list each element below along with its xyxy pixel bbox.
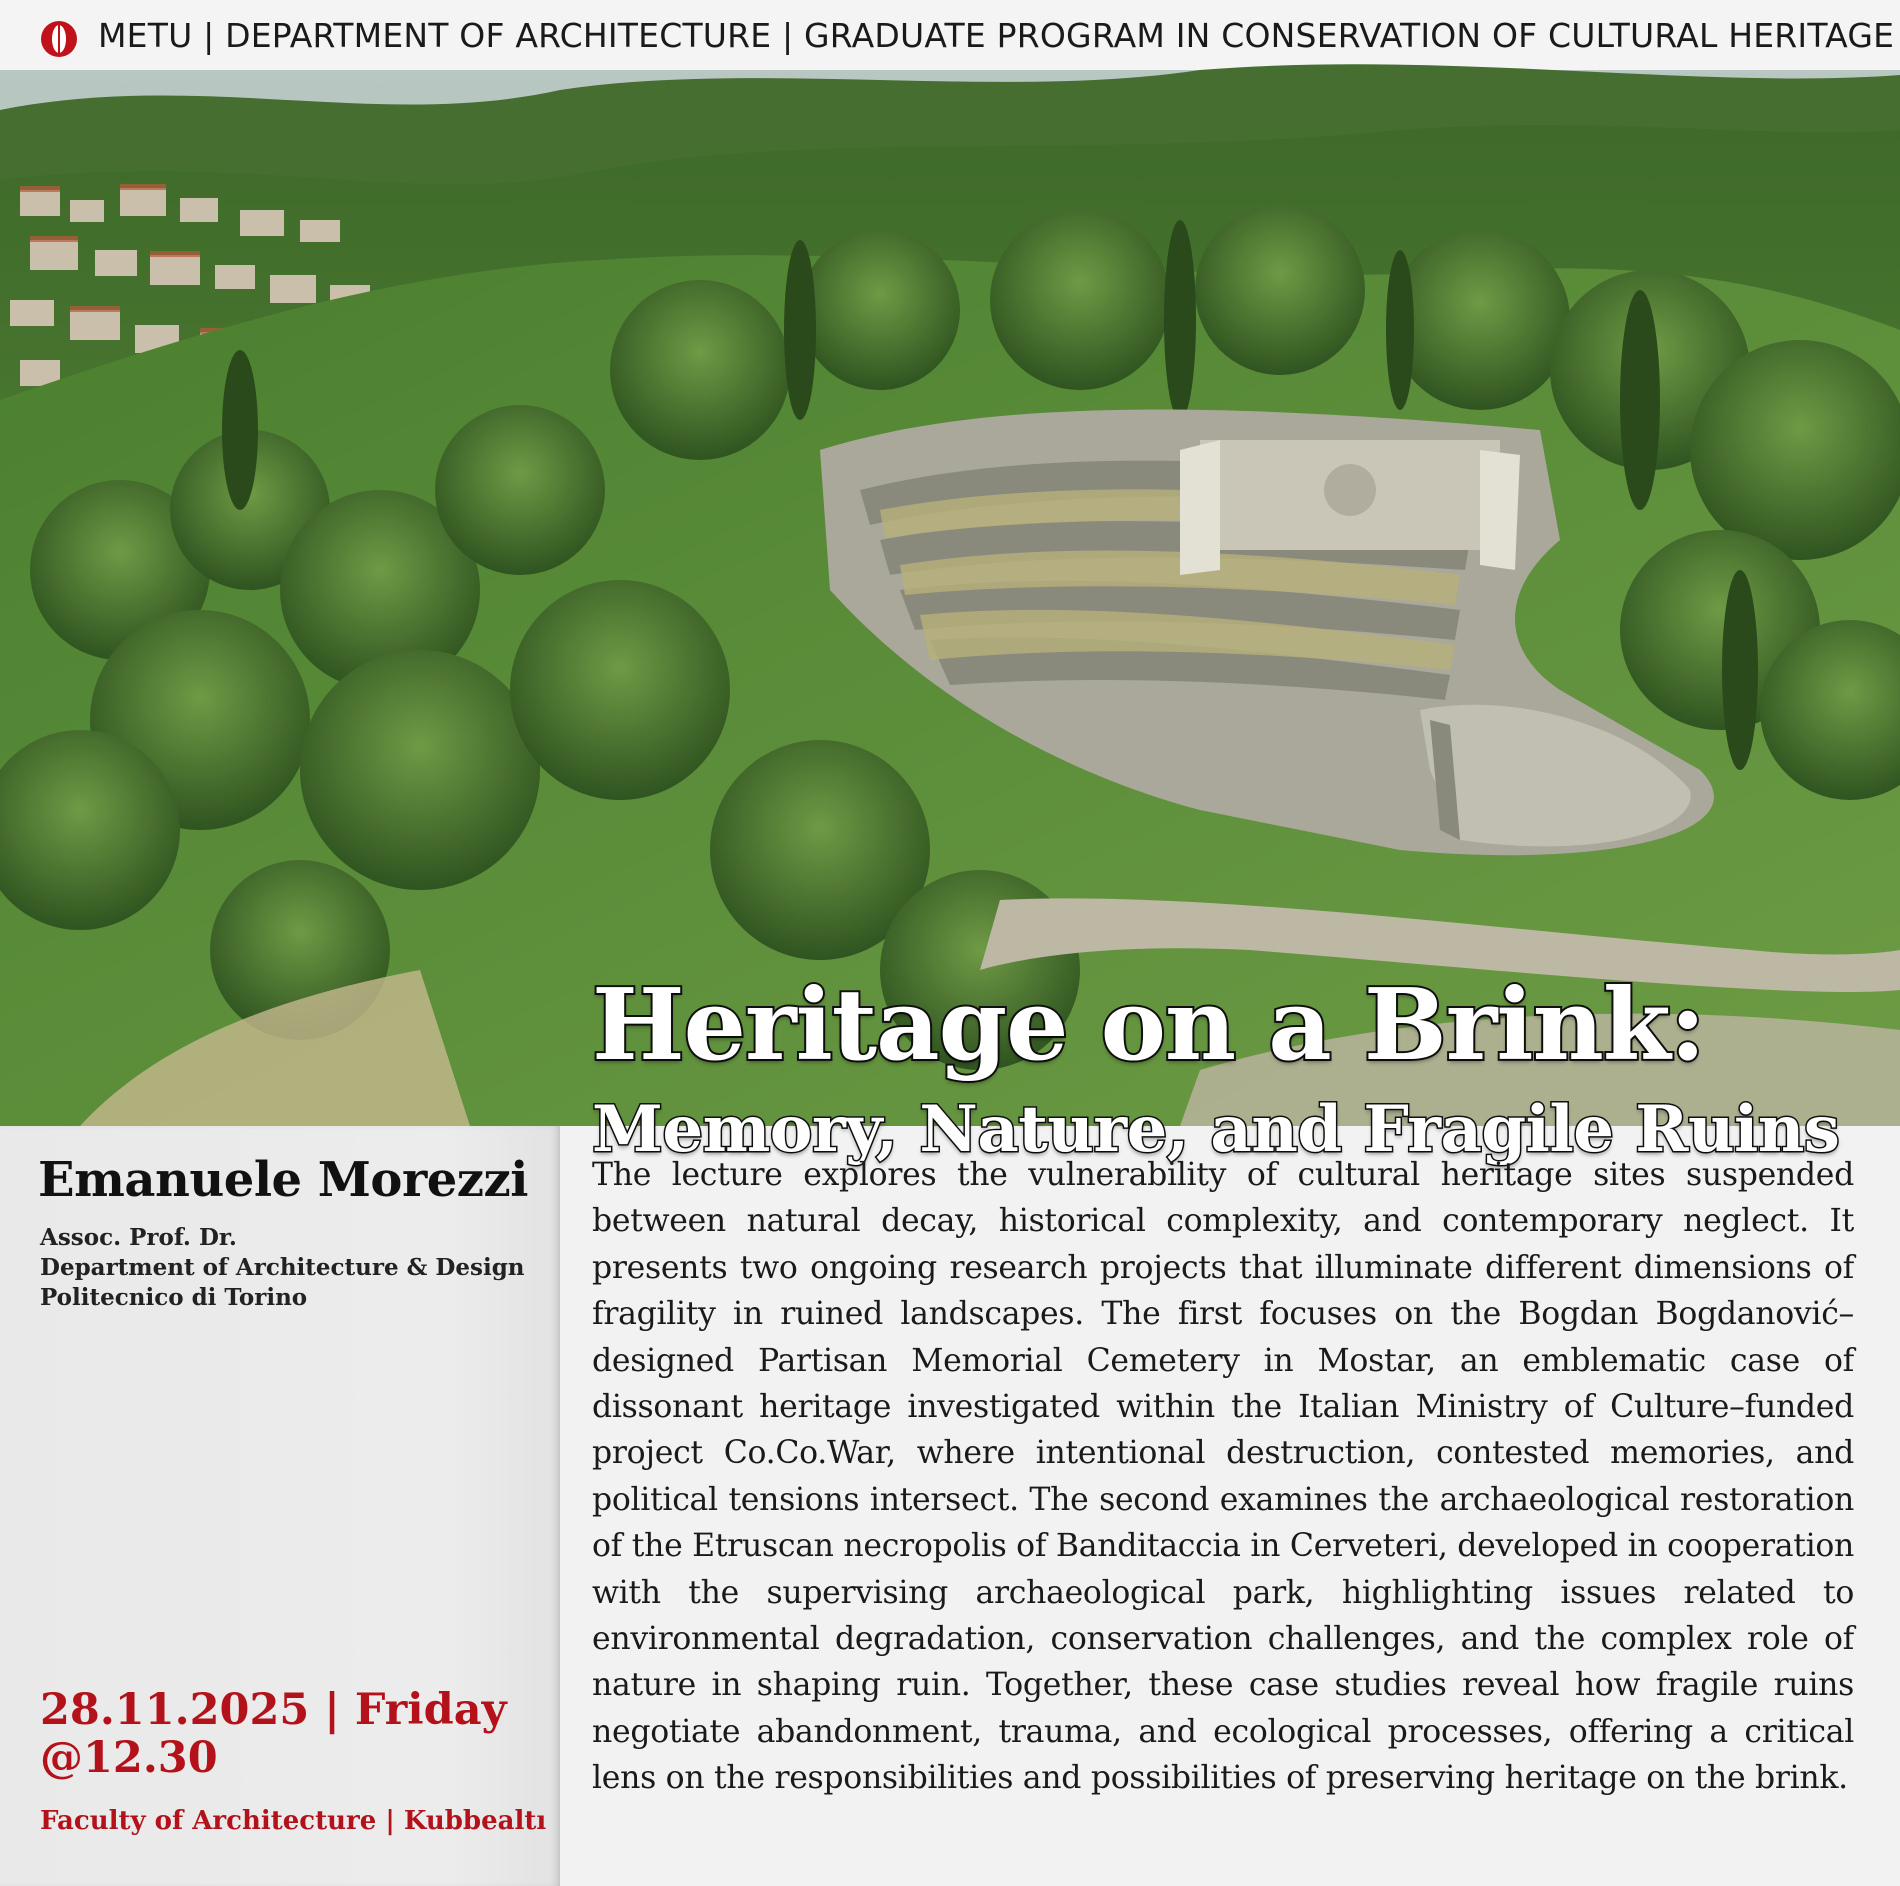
speaker-name: Emanuele Morezzi xyxy=(38,1152,529,1208)
lecture-title: Heritage on a Brink: xyxy=(592,968,1705,1083)
event-datetime xyxy=(40,1686,507,1782)
speaker-title: Assoc. Prof. Dr. xyxy=(40,1224,237,1251)
header-bar xyxy=(0,0,1900,70)
lecture-abstract: The lecture explores the vulnerability of cultural heritage sites suspended between natural decay, historical complexity, and contemporary neglect. It presents two ongoing research projects that illuminate different dimensions of fragility in ruined landscapes. The first focuses on the Bogdan Bogdanović–designed Partisan Memorial Cemetery in Mostar, an emblematic case of dissonant heritage investigated within the Italian Ministry of Culture–funded project Co.Co.War, where intentional destruction, contested memories, and political tensions intersect. The second examines the archaeological restoration of the Etruscan necropolis of Banditaccia in Cerveteri, developed in cooperation with the supervising archaeological park, highlighting issues related to environmental degradation, conservation challenges, and the complex role of nature in shaping ruin. Together, these case studies reveal how fragile ruins negotiate abandonment, trauma, and ecological processes, offering a critical lens on the responsibilities and possibilities of preserving heritage on the brink. xyxy=(592,1157,1854,1797)
event-time: @12.30 xyxy=(40,1733,218,1783)
speaker-institution: Politecnico di Torino xyxy=(40,1284,308,1311)
event-date: 28.11.2025 | Friday xyxy=(40,1685,507,1735)
event-venue: Faculty of Architecture | Kubbealtı xyxy=(40,1806,547,1836)
speaker-sidebar xyxy=(0,1126,560,1886)
hero-image xyxy=(0,70,1900,1167)
header-text: METU | DEPARTMENT OF ARCHITECTURE | GRADUATE PROGRAM IN CONSERVATION OF CULTURAL HERITAGE xyxy=(98,16,1895,55)
speaker-department: Department of Architecture & Design xyxy=(40,1254,525,1281)
metu-logo-icon xyxy=(40,20,78,58)
lecture-subtitle: Memory, Nature, and Fragile Ruins xyxy=(592,1092,1840,1167)
